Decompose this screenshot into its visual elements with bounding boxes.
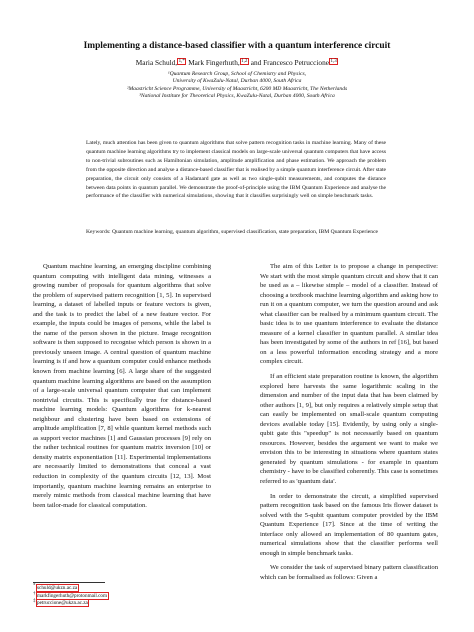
- affiliations: [20, 71, 454, 101]
- body-paragraph: If an efficient state preparation routine is known, the algorithm explored here harvests the same logarithmic scaling in the dimension and number of the input data that has been claimed by other authors [1, 9], but only requires a relatively simple setup that can easily be implemented on small-scale quantum computing devices available today [15]. Evidently, by using only a single-qubit gate this "speedup" is not necessarily based on quantum resources. However, besides the argument we want to make we envision this to be interesting in situations where quantum states generated by quantum simulations - for example in quantum chemistry - have to be classified coherently. This case is sometimes referred to as 'quantum data'.: [260, 373, 438, 486]
- affiliation-line: ¹Quantum Research Group, School of Chemistry and Physics,: [167, 71, 307, 77]
- footnotes: [33, 585, 211, 608]
- paper-title: Implementing a distance-based classifier with a quantum interference circuit: [83, 41, 391, 51]
- email-link[interactable]: schuld@ukzn.ac.za: [37, 585, 78, 591]
- body-paragraph: In order to demonstrate the circuit, a simplified supervised pattern recognition task based on the famous Iris flower dataset is solved with the 5-qubit quantum computer provided by the IBM Quantum Experience [17]. Since at the time of writing the interface only allowed an implementation of 80 quantum gates, numerical simulations show that the classifier performs well enough in simple benchmark tasks.: [260, 492, 438, 557]
- author-name: and Francesco Petruccione: [250, 58, 329, 67]
- author-2: [188, 58, 251, 67]
- affiliation-line: University of KwaZulu-Natal, Durban 4000, South Africa: [172, 78, 302, 85]
- author-1: [136, 58, 188, 67]
- body-paragraph: The aim of this Letter is to propose a change in perspective: We start with the most simple quantum circuit and show that it can be used as a – likewise simple – model of a classifier. Instead of choosing a textbook machine learning algorithm and asking how to run it on a quantum computer, we turn the question around and ask what classifier can be realised by a minimum quantum circuit. The basic idea is to use quantum interference to evaluate the distance measure of a kernel classifier in quantum parallel. A similar idea has been investigated by some of the authors in ref [16], but based on a less powerful information encoding strategy and a more complex circuit.: [260, 263, 438, 366]
- left-column: [33, 262, 211, 510]
- author-marks[interactable]: 1,3: [330, 58, 337, 64]
- body-paragraph: We consider the task of supervised binary pattern classification which can be formalised as follows: Given a: [260, 564, 438, 581]
- author-name: Mark Fingerhuth,: [188, 58, 240, 67]
- footnote-divider: [33, 582, 105, 583]
- author-3: [251, 58, 338, 67]
- footnote: * schuld@ukzn.ac.za: [33, 583, 78, 591]
- abstract: Lately, much attention has been given to quantum algorithms that solve pattern recognition tasks in machine learning. Many of these quantum machine learning algorithms try to implement classical models on large-scale universal quantum computers that have access to non-trivial subroutines such as Hamiltonian simulation, amplitude amplification and phase estimation. We approach the problem from the opposite direction and analyse a distance-based classifier that is realised by a simple quantum interference circuit. After state preparation, the circuit only consists of a Hadamard gate as well as two single-qubit measurements, and computes the distance between data points in quantum parallel. We demonstrate the proof-of-principle using the IBM Quantum Experience and analyse the performance of the classifier with numerical simulations, showing that it classifies surprisingly well on simple benchmark tasks.: [86, 140, 386, 200]
- body-paragraph: Quantum machine learning, an emerging discipline combining quantum computing with intelligent data mining, witnesses a growing number of proposals for quantum algorithms that solve the problem of supervised pattern recognition [1, 5]. In supervised learning, a dataset of labelled inputs or feature vectors is given, and the task is to predict the label of a new feature vector. For example, the inputs could be images of persons, while the label is the name of the person shown in the picture. Image recognition software is then supposed to recognise which person is shown in a previously unseen image. A central question of quantum machine learning is if and how a quantum computer could enhance methods known from machine learning [6]. A large share of the suggested quantum machine learning algorithms are based on the assumption of a large-scale universal quantum computer that can implement nontrivial circuits. This is specifically true for distance-based machine learning models: Quantum algorithms for k-nearest neighbour and clustering have been based on extensions of amplitude amplification [7, 8] while quantum kernel methods such as support vector machines [1] and Gaussian processes [9] rely on the rather technical routines for quantum matrix inversion [10] or density matrix exponentiation [11]. Experimental implementations are necessarily limited to demonstrations that conceal a vast reduction in complexity of the quantum circuits [12, 13]. Most importantly, quantum machine learning remains an enterprise to merely mimic methods from classical machine learning that have been tailor-made for classical computation.: [33, 263, 211, 509]
- author-name: Maria Schuld,: [135, 58, 178, 67]
- affiliation-line: ²Maastricht Science Programme, University of Maastricht, 6200 MD Maastricht, The Netherlands: [126, 85, 348, 92]
- right-column: [260, 262, 438, 583]
- footnote: † markfingerhuth@protonmail.com: [33, 590, 108, 599]
- email-link[interactable]: markfingerhuth@protonmail.com: [37, 592, 108, 599]
- keywords: Keywords: Quantum machine learning, quantum algorithm, supervised classification, state preparation, IBM Quantum Experience: [86, 229, 379, 235]
- author-marks[interactable]: 1,*: [178, 58, 185, 64]
- author-marks[interactable]: 1,2: [241, 58, 248, 64]
- email-link[interactable]: petruccione@ukzn.ac.za: [37, 600, 88, 607]
- affiliation-line: ³National Institute for Theoretical Physics, KwaZulu-Natal, Durban 4000, South Africa: [139, 93, 335, 100]
- author-line: [20, 58, 454, 67]
- footnote: ‡ petruccione@ukzn.ac.za: [33, 598, 88, 607]
